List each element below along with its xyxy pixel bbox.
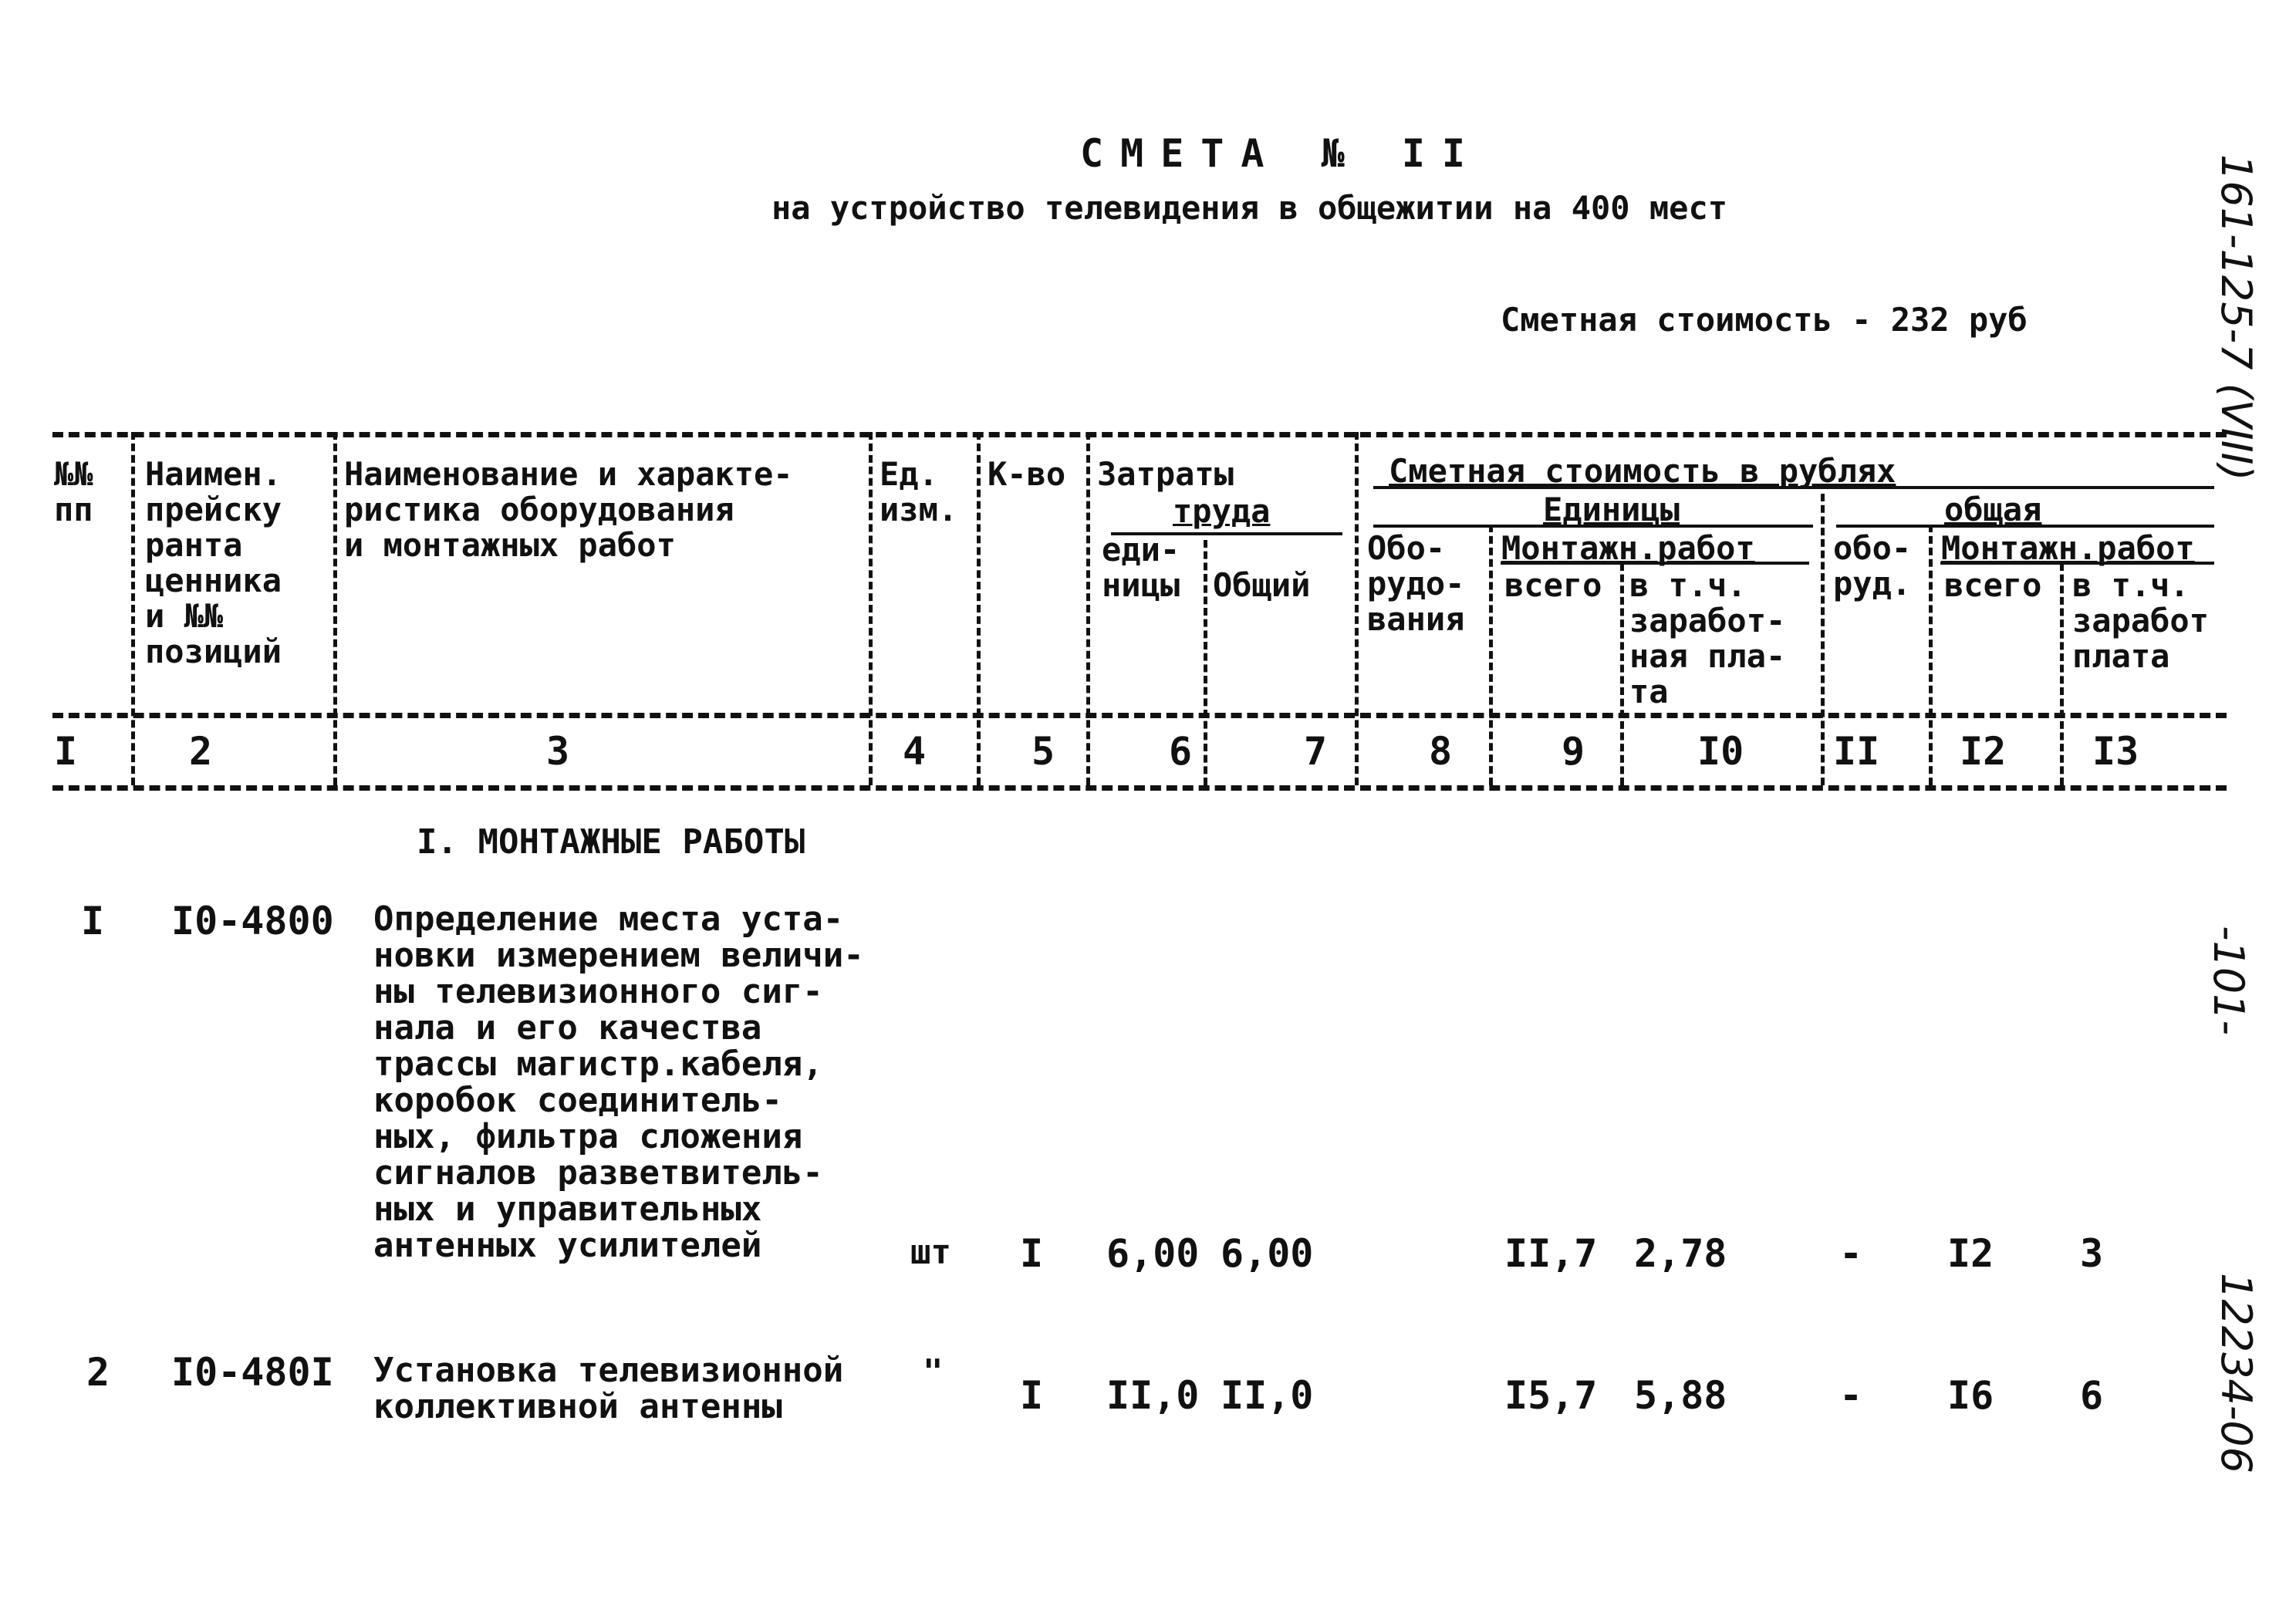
header-mont-unit: Монтажн.работ [1501, 529, 1755, 567]
header-c2-line: прейску [145, 491, 282, 528]
col-number: I3 [2092, 729, 2139, 774]
header-total-group: общая [1944, 491, 2042, 528]
estimated-cost: Сметная стоимость - 232 руб [1501, 301, 2028, 339]
row-mont-unit-all: I5,7 [1504, 1373, 1598, 1418]
header-c7-line: Общий [1213, 566, 1311, 604]
row-description-line: Установка телевизионной [373, 1351, 844, 1390]
col-number: 8 [1429, 729, 1453, 774]
header-c13-line: в т.ч. [2072, 566, 2190, 604]
col-number: 9 [1562, 729, 1585, 774]
document-subtitle: на устройство телевидения в общежитии на 400 мест [772, 189, 1728, 227]
row-mont-total-wage: 3 [2080, 1231, 2104, 1276]
header-unit-group: Единицы [1543, 491, 1680, 528]
col-number: 2 [189, 729, 213, 774]
header-cost-group: Сметная стоимость в рублях [1389, 452, 1896, 490]
col-number: I0 [1697, 729, 1744, 774]
row-mont-total-wage: 6 [2080, 1373, 2104, 1418]
header-c12 [1944, 568, 2041, 603]
row-description-line: ных, фильтра сложения [373, 1117, 803, 1156]
row-unit: " [923, 1352, 944, 1392]
header-c3-line: и монтажных работ [344, 526, 676, 564]
row-qty: I [1020, 1231, 1044, 1276]
header-c6-line: еди- [1102, 531, 1180, 569]
col-sep-9 [1620, 563, 1624, 785]
col-sep-3 [869, 432, 873, 785]
row-description-line: коробок соединитель- [373, 1081, 782, 1120]
row-description [373, 901, 864, 1264]
header-c2-line: позиций [145, 633, 282, 670]
header-c2 [145, 457, 282, 670]
header-c8 [1367, 531, 1464, 637]
header-c9 [1504, 568, 1602, 603]
row-mont-total-all: I6 [1947, 1373, 1994, 1418]
header-c8-line: Обо- [1367, 529, 1446, 567]
header-c2-line: Наимен. [145, 455, 282, 493]
header-c13-line: заработ [2072, 602, 2210, 639]
header-c8-line: вания [1367, 600, 1465, 638]
col-sep-6 [1204, 540, 1207, 785]
header-bottom-rule [52, 713, 2227, 718]
header-c7 [1213, 568, 1310, 603]
header-c11 [1833, 531, 1911, 602]
header-c13 [2072, 568, 2209, 674]
header-c9-line: всего [1504, 566, 1602, 604]
table-top-rule [52, 432, 2227, 437]
row-labor-total: II,0 [1221, 1373, 1314, 1418]
header-c4-line: Ед. [880, 455, 938, 493]
row-mont-unit-wage: 2,78 [1634, 1231, 1727, 1276]
col-number: 3 [546, 729, 570, 774]
header-c10-line: ная пла- [1629, 637, 1786, 675]
header-c11-line: руд. [1833, 565, 1912, 602]
header-c2-line: и №№ [145, 597, 224, 635]
header-labor-group: Затраты [1097, 455, 1234, 493]
header-c6 [1102, 532, 1180, 603]
header-c5 [988, 457, 1065, 492]
header-c8-line: рудо- [1367, 565, 1465, 602]
col-number: I [54, 729, 78, 774]
header-c12-line: всего [1944, 566, 2042, 604]
row-equip-total: - [1839, 1373, 1863, 1418]
col-sep-4 [977, 432, 981, 785]
col-number: 6 [1169, 729, 1193, 774]
col-sep-11 [1929, 525, 1933, 785]
col-sep-8 [1489, 525, 1493, 785]
header-labor-sub: труда [1173, 492, 1271, 530]
col-sep-1 [131, 432, 135, 785]
header-c10-line: в т.ч. [1629, 566, 1747, 604]
col-sep-10 [1821, 494, 1825, 785]
row-mont-unit-wage: 5,88 [1634, 1373, 1727, 1418]
col-number: 5 [1032, 729, 1055, 774]
document-title: СМЕТА № II [1080, 131, 1483, 176]
col-sep-5 [1086, 432, 1090, 785]
row-description-line: ны телевизионного сиг- [373, 972, 823, 1011]
col-number: I2 [1960, 729, 2007, 774]
row-description [373, 1352, 843, 1425]
document-number: 12234-06 [2212, 1273, 2261, 1473]
header-c5-line: К-во [988, 455, 1066, 493]
row-description-line: сигналов разветвитель- [373, 1153, 823, 1193]
col-sep-12 [2060, 563, 2064, 785]
header-c2-line: ценника [145, 562, 282, 599]
row-description-line: нала и его качества [373, 1008, 762, 1048]
col-number: 7 [1304, 729, 1328, 774]
row-labor-unit: II,0 [1106, 1373, 1200, 1418]
row-qty: I [1020, 1373, 1044, 1418]
margin-code: 161-125-7 (VIII) [2212, 154, 2261, 481]
header-c10-line: та [1629, 673, 1669, 710]
row-description-line: коллективной антенны [373, 1387, 782, 1426]
header-c1 [54, 457, 93, 528]
row-mont-total-all: I2 [1947, 1231, 1994, 1276]
header-c3-line: Наименование и характе- [344, 455, 793, 493]
header-c4 [880, 457, 957, 528]
header-mont-total: Монтажн.работ [1941, 529, 2195, 567]
row-equip-total: - [1839, 1231, 1863, 1276]
page-marker: -101- [2204, 926, 2253, 1036]
header-c10-line: заработ- [1629, 602, 1786, 639]
row-code: I0-480I [171, 1350, 334, 1395]
row-labor-total: 6,00 [1221, 1231, 1314, 1276]
row-description-line: новки измерением величи- [373, 936, 864, 975]
col-sep-7 [1355, 432, 1359, 785]
section-title: I. МОНТАЖНЫЕ РАБОТЫ [417, 822, 805, 862]
table-bottom-rule [52, 785, 2227, 791]
header-c13-line: плата [2072, 637, 2170, 675]
col-number: II [1833, 729, 1880, 774]
col-number: 4 [903, 729, 927, 774]
row-number: I [81, 899, 105, 943]
row-number: 2 [86, 1350, 110, 1395]
row-labor-unit: 6,00 [1106, 1231, 1200, 1276]
row-code: I0-4800 [171, 899, 334, 943]
header-c2-line: ранта [145, 526, 243, 564]
row-description-line: Определение места уста- [373, 899, 844, 939]
header-c6-line: ницы [1102, 566, 1180, 604]
header-c4-line: изм. [880, 491, 958, 528]
header-c11-line: обо- [1833, 529, 1912, 567]
header-c3 [344, 457, 793, 563]
header-c10 [1629, 568, 1785, 710]
row-description-line: антенных усилителей [373, 1226, 762, 1265]
col-sep-2 [333, 432, 337, 785]
row-description-line: ных и управительных [373, 1190, 762, 1229]
header-c1-line: №№ [54, 455, 93, 493]
row-mont-unit-all: II,7 [1504, 1231, 1598, 1276]
header-c3-line: ристика оборудования [344, 491, 734, 528]
row-description-line: трассы магистр.кабеля, [373, 1044, 823, 1084]
header-c1-line: пп [54, 491, 93, 528]
row-unit: шт [910, 1233, 951, 1272]
